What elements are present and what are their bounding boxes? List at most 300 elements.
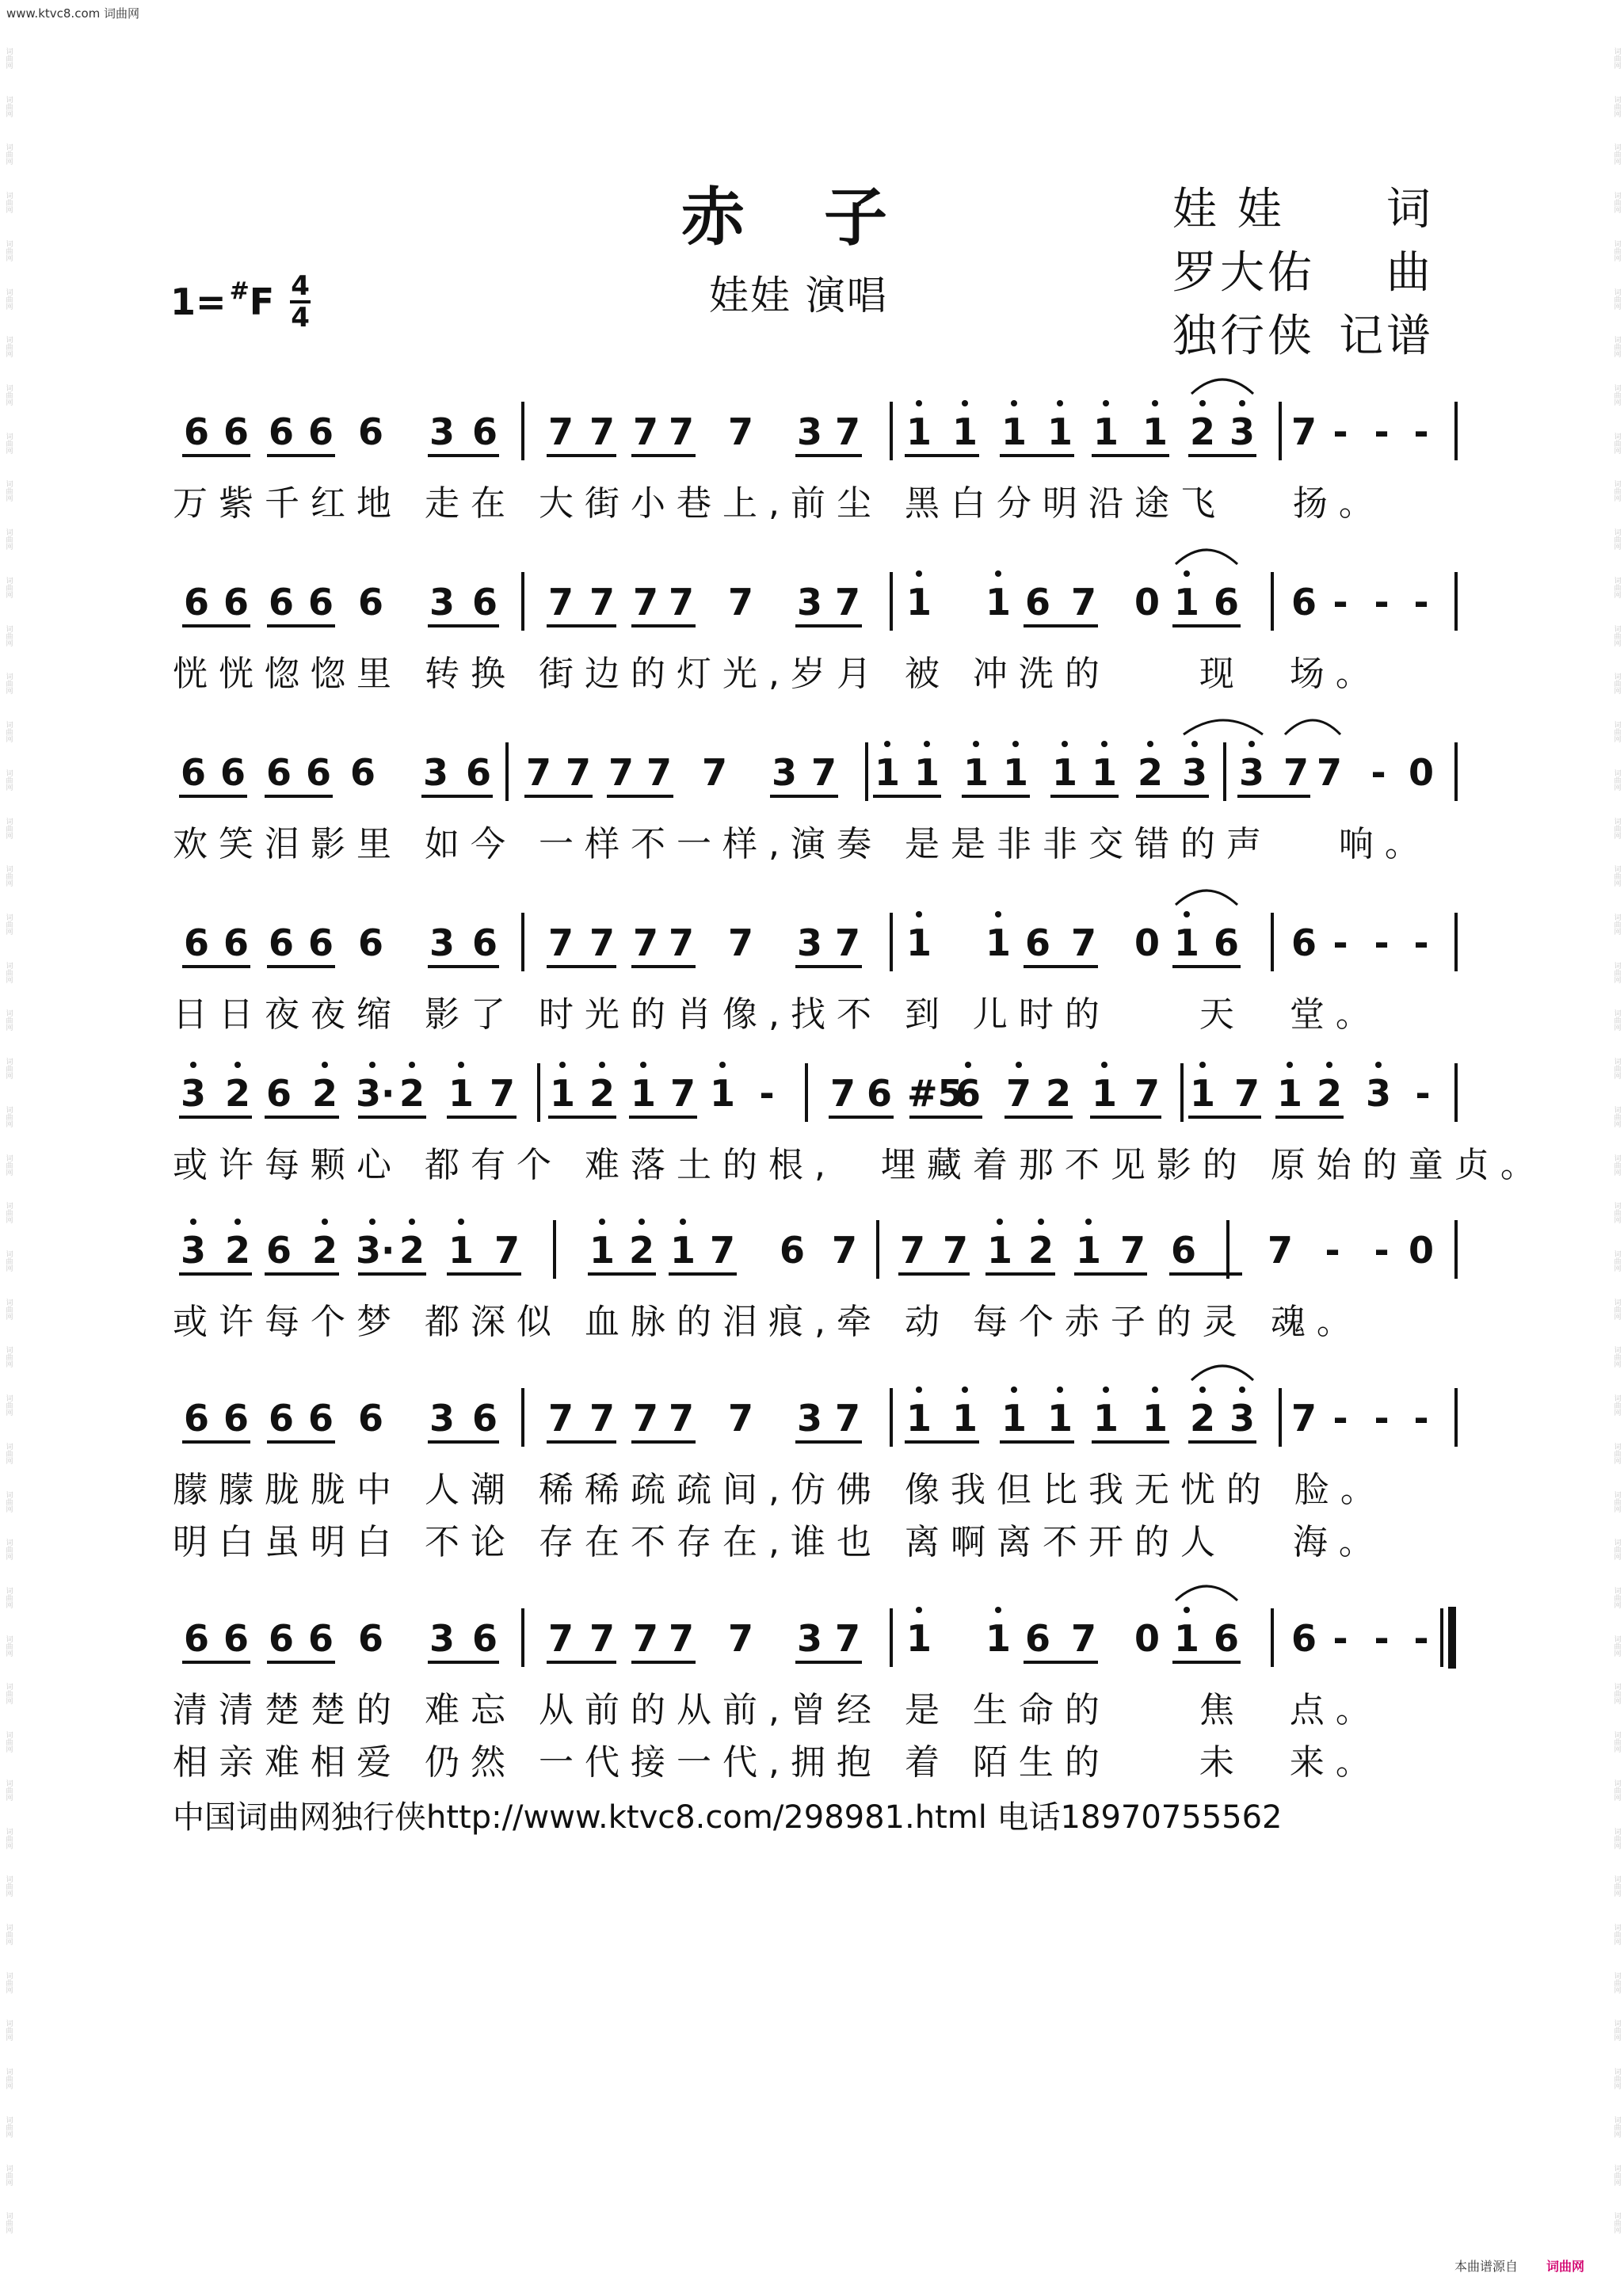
- side-watermark-text: 词曲网: [1612, 1827, 1621, 1849]
- note: 0: [1134, 921, 1160, 964]
- octave-dot: [1152, 1387, 1158, 1393]
- note: 6: [307, 410, 334, 453]
- eighth-beam: [182, 1661, 250, 1664]
- note: 7: [632, 1617, 658, 1660]
- eighth-beam: [795, 624, 862, 627]
- eighth-beam: [265, 1116, 339, 1119]
- note: -: [1332, 581, 1348, 624]
- octave-dot: [1199, 1062, 1206, 1068]
- note: 1: [905, 410, 932, 453]
- note: 7: [646, 751, 672, 794]
- note: 3·: [356, 1072, 395, 1115]
- note: 6: [1024, 921, 1050, 964]
- note: -: [1413, 410, 1429, 453]
- eighth-beam: [1275, 1116, 1344, 1119]
- eighth-beam: [795, 454, 862, 457]
- eighth-beam: [1024, 624, 1098, 627]
- barline: [890, 402, 893, 460]
- side-watermark-text: 词曲网: [1612, 528, 1621, 551]
- side-watermark-text: 词曲网: [4, 1587, 13, 1608]
- note: 1: [448, 1229, 474, 1272]
- note: 2: [398, 1072, 425, 1115]
- octave-dot: [1199, 1387, 1206, 1393]
- octave-dot: [1199, 400, 1206, 406]
- side-watermark-text: 词曲网: [4, 1971, 13, 1993]
- notes-row: [0, 919, 1624, 967]
- note: -: [1374, 921, 1390, 964]
- eighth-beam: [547, 1440, 616, 1444]
- note: 7: [1070, 581, 1096, 624]
- side-watermark-left: [2, 48, 14, 2234]
- side-watermark-text: 词曲网: [4, 2164, 13, 2186]
- note: -: [1332, 921, 1348, 964]
- note: 2: [589, 1072, 615, 1115]
- side-watermark-text: 词曲网: [1612, 143, 1621, 166]
- note: 6: [268, 410, 294, 453]
- eighth-beam: [1188, 1440, 1256, 1444]
- side-watermark-text: 词曲网: [1612, 1105, 1621, 1127]
- side-watermark-text: 词曲网: [1612, 865, 1621, 887]
- note: 7: [834, 1617, 860, 1660]
- note: 6: [223, 581, 249, 624]
- eighth-beam: [428, 454, 499, 457]
- note: 6: [223, 410, 249, 453]
- eighth-beam: [795, 965, 862, 968]
- note: 3: [429, 410, 455, 453]
- note: 6: [1290, 1617, 1317, 1660]
- lyric-line: 朦朦胧胧中 人潮 稀稀疏疏间,仿佛 像我但比我无忧的 脸。: [173, 1470, 1386, 1510]
- side-watermark-text: 词曲网: [1612, 769, 1621, 791]
- note: 7: [589, 921, 615, 964]
- side-watermark-text: 词曲网: [4, 2020, 13, 2042]
- note: 6: [471, 581, 497, 624]
- side-watermark-text: 词曲网: [4, 961, 13, 983]
- octave-dot: [1038, 1219, 1044, 1225]
- note: 1: [1002, 751, 1028, 794]
- note: 7: [589, 1397, 615, 1440]
- eighth-beam: [1000, 454, 1074, 457]
- octave-dot: [1103, 1387, 1109, 1393]
- side-watermark-text: 词曲网: [4, 1731, 13, 1753]
- note: 1: [1001, 410, 1027, 453]
- eighth-beam: [265, 795, 333, 798]
- eighth-beam: [547, 624, 616, 627]
- note: 7: [834, 410, 860, 453]
- note: -: [1413, 921, 1429, 964]
- eighth-beam: [421, 795, 493, 798]
- octave-dot: [599, 1062, 605, 1068]
- note: 1: [630, 1072, 656, 1115]
- note: 6: [180, 751, 206, 794]
- barline: [1271, 1608, 1274, 1667]
- note: -: [1374, 1617, 1390, 1660]
- note: 7: [1290, 1397, 1317, 1440]
- note: 6: [305, 751, 331, 794]
- note: 7: [709, 1229, 735, 1272]
- barline: [1279, 402, 1282, 460]
- octave-dot: [409, 1062, 415, 1068]
- time-signature: [290, 270, 311, 334]
- side-watermark-text: 词曲网: [1612, 2115, 1621, 2138]
- eighth-beam: [1172, 965, 1241, 968]
- note: 7: [1070, 1617, 1096, 1660]
- final-barline-thin: [1440, 1608, 1443, 1667]
- note: 0: [1134, 581, 1160, 624]
- note: 7: [668, 1617, 694, 1660]
- note: 6: [1290, 581, 1317, 624]
- footer-contact: 中国词曲网独行侠http://www.ktvc8.com/298981.html 电话18970755562: [173, 1799, 1283, 1836]
- eighth-beam: [267, 965, 335, 968]
- note: 1: [669, 1229, 696, 1272]
- note: 6: [183, 921, 209, 964]
- note: 6: [223, 921, 249, 964]
- note: 1: [1173, 581, 1199, 624]
- eighth-beam: [631, 454, 696, 457]
- note: 0: [1408, 1229, 1434, 1272]
- side-watermark-text: 词曲网: [4, 913, 13, 935]
- eighth-beam: [447, 1116, 517, 1119]
- note: 6: [471, 921, 497, 964]
- note: 6: [307, 1397, 334, 1440]
- side-watermark-text: 词曲网: [4, 1924, 13, 1946]
- octave-dot: [1191, 741, 1198, 747]
- note: 7: [1119, 1229, 1146, 1272]
- barline: [505, 742, 509, 801]
- side-watermark-right: [1610, 48, 1622, 2234]
- site-logo: 词曲网: [1546, 2259, 1584, 2274]
- note: -: [1413, 1397, 1429, 1440]
- side-watermark-text: 词曲网: [1612, 913, 1621, 935]
- barline: [1454, 913, 1458, 971]
- barline: [521, 913, 524, 971]
- side-watermark-text: 词曲网: [4, 1827, 13, 1849]
- octave-dot: [973, 741, 979, 747]
- eighth-beam: [1024, 965, 1098, 968]
- note: 6: [307, 1617, 334, 1660]
- credit-composer: [1172, 242, 1434, 305]
- eighth-beam: [873, 795, 941, 798]
- octave-dot: [924, 741, 930, 747]
- eighth-beam: [1172, 624, 1241, 627]
- octave-dot: [1184, 1607, 1190, 1613]
- side-watermark-text: 词曲网: [1612, 1298, 1621, 1320]
- note: 1: [1142, 1397, 1168, 1440]
- note: 7: [489, 1072, 515, 1115]
- side-watermark-text: 词曲网: [1612, 1731, 1621, 1753]
- note: 6: [183, 410, 209, 453]
- side-watermark-text: 词曲网: [4, 1394, 13, 1417]
- note: -: [759, 1072, 775, 1115]
- note: 6: [219, 751, 246, 794]
- note: 1: [985, 581, 1011, 624]
- eighth-beam: [1074, 1272, 1147, 1276]
- side-watermark-text: 词曲网: [1612, 432, 1621, 454]
- barline: [890, 572, 893, 631]
- octave-dot: [1057, 1387, 1063, 1393]
- note: 7: [727, 921, 753, 964]
- lyric-line: 日日夜夜缩 影了 时光的肖像,找不 到 儿时的 天 堂。: [173, 994, 1382, 1035]
- barline: [553, 1220, 556, 1279]
- note: 7: [834, 1397, 860, 1440]
- eighth-beam: [905, 454, 979, 457]
- eighth-beam: [182, 624, 250, 627]
- octave-dot: [639, 1219, 645, 1225]
- note: 6: [1213, 581, 1239, 624]
- lyric-line: 欢笑泪影里 如今 一样不一样,演奏 是是非非交错的声 响。: [173, 824, 1431, 864]
- note: 6: [357, 581, 383, 624]
- eighth-beam: [179, 795, 247, 798]
- note: 7: [942, 1229, 968, 1272]
- note: 3: [1229, 1397, 1255, 1440]
- note: 6: [223, 1397, 249, 1440]
- eighth-beam: [795, 1661, 862, 1664]
- slur: [1184, 720, 1263, 734]
- eighth-beam: [631, 1661, 696, 1664]
- note: 6: [223, 1617, 249, 1660]
- barline: [521, 402, 524, 460]
- note: 6: [471, 1617, 497, 1660]
- note: 7: [565, 751, 591, 794]
- note: 7: [1005, 1072, 1031, 1115]
- note: 3: [429, 581, 455, 624]
- note: -: [1370, 751, 1386, 794]
- side-watermark-text: 词曲网: [4, 432, 13, 454]
- note: 2: [628, 1229, 654, 1272]
- octave-dot: [997, 1219, 1003, 1225]
- octave-dot: [234, 1062, 241, 1068]
- note: 7: [589, 1617, 615, 1660]
- slur: [1285, 720, 1340, 734]
- eighth-beam: [265, 1272, 339, 1276]
- note: 1: [951, 1397, 978, 1440]
- note: 7: [632, 410, 658, 453]
- eighth-beam: [182, 454, 250, 457]
- note: 6: [268, 1617, 294, 1660]
- note: 7: [494, 1229, 520, 1272]
- note: 3: [771, 751, 797, 794]
- eighth-beam: [182, 1440, 250, 1444]
- note: 2: [1189, 1397, 1215, 1440]
- note: 2: [311, 1229, 337, 1272]
- eighth-beam: [607, 795, 673, 798]
- note: -: [1332, 1397, 1348, 1440]
- eighth-beam: [909, 1116, 982, 1119]
- note: 3: [796, 1617, 822, 1660]
- barline: [1454, 1063, 1458, 1122]
- meter-numerator: 4: [291, 270, 310, 302]
- side-watermark-text: 词曲网: [1612, 1683, 1621, 1705]
- side-watermark-text: 词曲网: [4, 1634, 13, 1657]
- side-watermark-text: 词曲网: [1612, 288, 1621, 310]
- note: 6: [357, 410, 383, 453]
- octave-dot: [458, 1062, 464, 1068]
- note: 6: [465, 751, 491, 794]
- note: 3: [1229, 410, 1255, 453]
- note: 6: [268, 1397, 294, 1440]
- side-watermark-text: 词曲网: [4, 1779, 13, 1801]
- note: 1: [951, 410, 978, 453]
- side-watermark-text: 词曲网: [4, 769, 13, 791]
- side-watermark-text: 词曲网: [1612, 576, 1621, 598]
- eighth-beam: [631, 624, 696, 627]
- slur: [1176, 891, 1237, 905]
- note: 3: [796, 581, 822, 624]
- eighth-beam: [588, 1272, 656, 1276]
- barline: [521, 1608, 524, 1667]
- note: 6: [471, 1397, 497, 1440]
- note: 7: [1290, 410, 1317, 453]
- eighth-beam: [547, 454, 616, 457]
- eighth-beam: [1188, 1116, 1261, 1119]
- note: 1: [549, 1072, 575, 1115]
- side-watermark-text: 词曲网: [1612, 1587, 1621, 1608]
- side-watermark-text: 词曲网: [1612, 1490, 1621, 1512]
- barline: [865, 742, 868, 801]
- note: 6: [779, 1229, 805, 1272]
- credit-role: 词: [1386, 184, 1434, 235]
- note: 6: [307, 921, 334, 964]
- octave-dot: [640, 1062, 646, 1068]
- note: -: [1415, 1072, 1431, 1115]
- side-watermark-text: 词曲网: [4, 528, 13, 551]
- eighth-beam: [629, 1116, 697, 1119]
- eighth-beam: [905, 1440, 979, 1444]
- note: 7: [547, 1617, 574, 1660]
- side-watermark-text: 词曲网: [1612, 961, 1621, 983]
- eighth-beam: [1092, 1440, 1169, 1444]
- side-watermark-text: 词曲网: [1612, 1779, 1621, 1801]
- eighth-beam: [962, 795, 1030, 798]
- eighth-beam: [770, 795, 838, 798]
- note: 6: [1170, 1229, 1196, 1272]
- eighth-beam: [898, 1272, 970, 1276]
- note: 7: [668, 921, 694, 964]
- note: 6: [183, 581, 209, 624]
- eighth-beam: [1092, 454, 1169, 457]
- barline: [1226, 1220, 1229, 1279]
- note: -: [1413, 1617, 1429, 1660]
- eighth-beam: [1169, 1272, 1242, 1276]
- barline: [890, 1388, 893, 1447]
- side-watermark-text: 词曲网: [4, 480, 13, 502]
- note: 1: [1091, 1072, 1117, 1115]
- note: 1: [905, 921, 932, 964]
- octave-dot: [1085, 1219, 1092, 1225]
- eighth-beam: [428, 624, 499, 627]
- octave-dot: [1239, 400, 1245, 406]
- side-watermark-text: 词曲网: [1612, 384, 1621, 406]
- side-watermark-text: 词曲网: [1612, 1539, 1621, 1561]
- notes-row: [0, 1070, 1624, 1117]
- side-watermark-text: 词曲网: [4, 1875, 13, 1898]
- note: 2: [398, 1229, 425, 1272]
- side-watermark-text: 词曲网: [1612, 1202, 1621, 1224]
- side-watermark-text: 词曲网: [1612, 1394, 1621, 1417]
- side-watermark-text: 词曲网: [1612, 1249, 1621, 1272]
- octave-dot: [599, 1219, 605, 1225]
- octave-dot: [1101, 1062, 1107, 1068]
- side-watermark-text: 词曲网: [1612, 48, 1621, 69]
- octave-dot: [190, 1219, 196, 1225]
- note: 1: [985, 1617, 1011, 1660]
- note: 7: [1134, 1072, 1160, 1115]
- eighth-beam: [1050, 795, 1119, 798]
- note: 7: [668, 410, 694, 453]
- note: 2: [224, 1229, 250, 1272]
- side-watermark-text: 词曲网: [1612, 95, 1621, 117]
- octave-dot: [916, 400, 922, 406]
- eighth-beam: [524, 795, 593, 798]
- eighth-beam: [358, 1116, 426, 1119]
- side-watermark-text: 词曲网: [4, 1154, 13, 1176]
- note: 3: [429, 1397, 455, 1440]
- octave-dot: [322, 1062, 328, 1068]
- note: 1: [1092, 1397, 1119, 1440]
- notes-row: [0, 578, 1624, 626]
- barline: [1454, 1220, 1458, 1279]
- note: 6: [265, 1229, 292, 1272]
- octave-dot: [559, 1062, 566, 1068]
- barline: [1454, 742, 1458, 801]
- side-watermark-text: 词曲网: [1612, 1058, 1621, 1080]
- notes-row: [0, 749, 1624, 796]
- note: 7: [547, 921, 574, 964]
- note: 2: [1027, 1229, 1054, 1272]
- lyric-line: 清清楚楚的 难忘 从前的从前,曾经 是 生命的 焦 点。: [173, 1690, 1382, 1730]
- note: 3: [422, 751, 448, 794]
- side-watermark-text: 词曲网: [1612, 192, 1621, 214]
- barline: [521, 572, 524, 631]
- note: 2: [224, 1072, 250, 1115]
- side-watermark-text: 词曲网: [4, 865, 13, 887]
- note: 1: [1276, 1072, 1302, 1115]
- eighth-beam: [447, 1272, 521, 1276]
- octave-dot: [1248, 741, 1255, 747]
- eighth-beam: [1237, 795, 1310, 798]
- octave-dot: [995, 570, 1001, 577]
- lyric-line: 万紫千红地 走在 大街小巷上,前尘 黑白分明沿途飞 扬。: [173, 483, 1385, 524]
- note: 3: [796, 410, 822, 453]
- side-watermark-text: 词曲网: [1612, 2020, 1621, 2042]
- side-watermark-text: 词曲网: [4, 384, 13, 406]
- side-watermark-text: 词曲网: [4, 624, 13, 647]
- octave-dot: [995, 911, 1001, 917]
- lyric-line: 或许每个梦 都深似 血脉的泪痕,牵 动 每个赤子的灵 魂。: [173, 1302, 1363, 1342]
- credit-lyricist: [1172, 178, 1434, 242]
- eighth-beam: [547, 1661, 616, 1664]
- note: 7: [589, 410, 615, 453]
- note: 6: [1290, 921, 1317, 964]
- note: 7: [632, 1397, 658, 1440]
- eighth-beam: [267, 1661, 335, 1664]
- note: 6: [268, 921, 294, 964]
- note: 7: [668, 1397, 694, 1440]
- performer: 娃娃 演唱: [709, 273, 888, 319]
- side-watermark-text: 词曲网: [4, 48, 13, 69]
- octave-dot: [1152, 400, 1158, 406]
- side-watermark-text: 词曲网: [4, 1442, 13, 1464]
- note: 6: [265, 751, 292, 794]
- eighth-beam: [985, 1272, 1055, 1276]
- side-watermark-text: 词曲网: [1612, 1154, 1621, 1176]
- note: 1: [589, 1229, 615, 1272]
- note: 2: [1137, 751, 1163, 794]
- octave-dot: [1326, 1062, 1332, 1068]
- eighth-beam: [548, 1116, 616, 1119]
- note: 7: [727, 1397, 753, 1440]
- eighth-beam: [795, 1440, 862, 1444]
- note: 7: [669, 1072, 696, 1115]
